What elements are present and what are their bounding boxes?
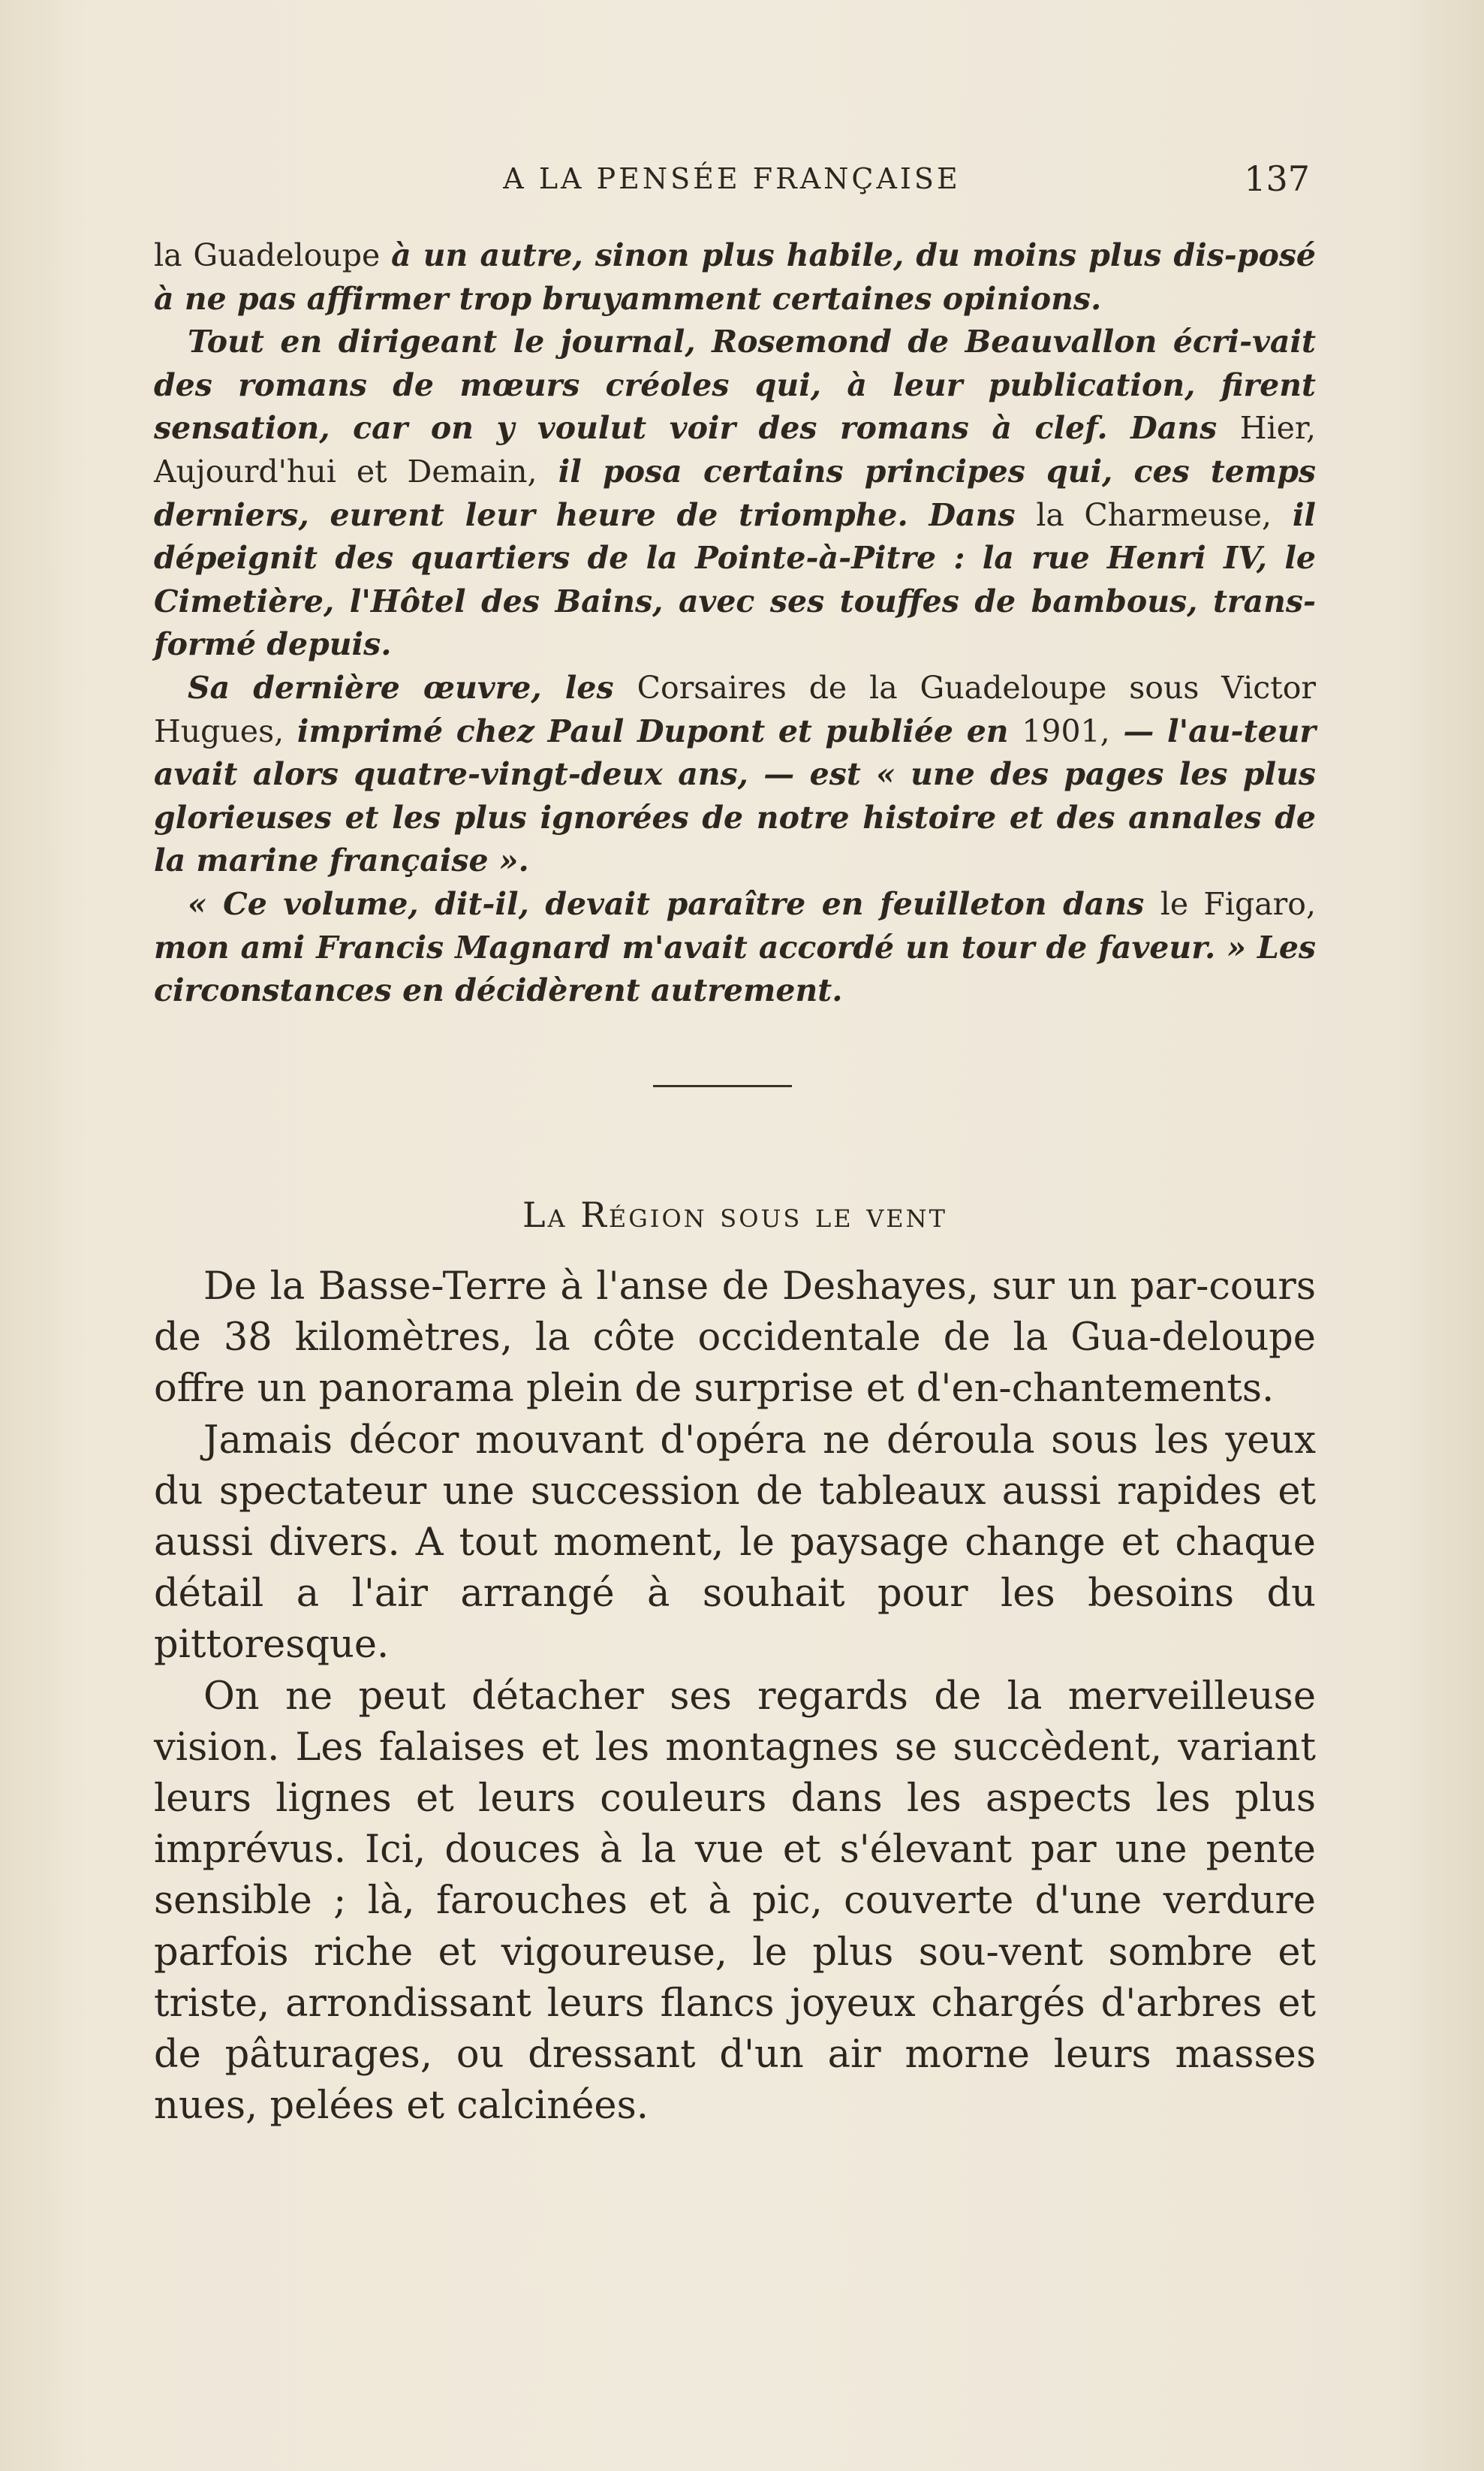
running-head <box>154 156 1310 201</box>
paragraph: De la Basse-Terre à l'anse de Deshayes, sur un par-cours de 38 kilomètres, la côte occidentale de la Gua-deloupe offre un panorama plein de surprise et d'en-chantements. <box>154 1264 1316 1412</box>
paragraph: « Ce volume, dit-il, devait paraître en feuilleton dans le Figaro, mon ami Francis Magnard m'avait accordé un tour de faveur. » Les circonstances en décidèrent autrement. <box>154 885 1316 1009</box>
page-number: 137 <box>1244 158 1310 199</box>
running-title: A LA PENSÉE FRANÇAISE <box>503 162 961 195</box>
previous-section-text <box>154 234 1316 1013</box>
paragraph: Jamais décor mouvant d'opéra ne déroula sous les yeux du spectateur une succession de tableaux aussi rapides et aussi divers. A tout moment, le paysage change et chaque détail a l'air arrangé à souhait pour les besoins du pittoresque. <box>154 1418 1316 1668</box>
paragraph: On ne peut détacher ses regards de la merveilleuse vision. Les falaises et les montagnes se succèdent, variant leurs lignes et leurs couleurs dans les aspects les plus imprévus. Ici, douces à la vue et s'élevant par une pente sensible ; là, farouches et à pic, couverte d'une verdure parfois riche et vigoureuse, le plus sou-vent sombre et triste, arrondissant leurs flancs joyeux chargés d'arbres et de pâturages, ou dressant d'un air morne leurs masses nues, pelées et calcinées. <box>154 1674 1316 2129</box>
paragraph: Sa dernière œuvre, les Corsaires de la Guadeloupe sous Victor Hugues, imprimé chez Paul Dupont et publiée en 1901, — l'au-teur avait alors quatre-vingt-deux ans, — est « une des pages les plus glorieuses et les plus ignorées de notre histoire et des annales de la marine française ». <box>154 669 1316 879</box>
section-divider <box>653 1085 792 1087</box>
paragraph: la Guadeloupe à un autre, sinon plus habile, du moins plus dis-posé à ne pas affirmer trop bruyamment certaines opinions. <box>154 237 1316 317</box>
section-body <box>154 1261 1316 2132</box>
paragraph: Tout en dirigeant le journal, Rosemond de Beauvallon écri-vait des romans de mœurs créoles qui, à leur publication, firent sensation, car on y voulut voir des romans à clef. Dans Hier, Aujourd'hui et Demain, il posa certains principes qui, ces temps derniers, eurent leur heure de triomphe. Dans la Charmeuse, il dépeignit des quartiers de la Pointe-à-Pitre : la rue Henri IV, le Cimetière, l'Hôtel des Bains, avec ses touffes de bambous, trans-formé depuis. <box>154 324 1317 663</box>
section-title: La Région sous le vent <box>522 1195 948 1235</box>
